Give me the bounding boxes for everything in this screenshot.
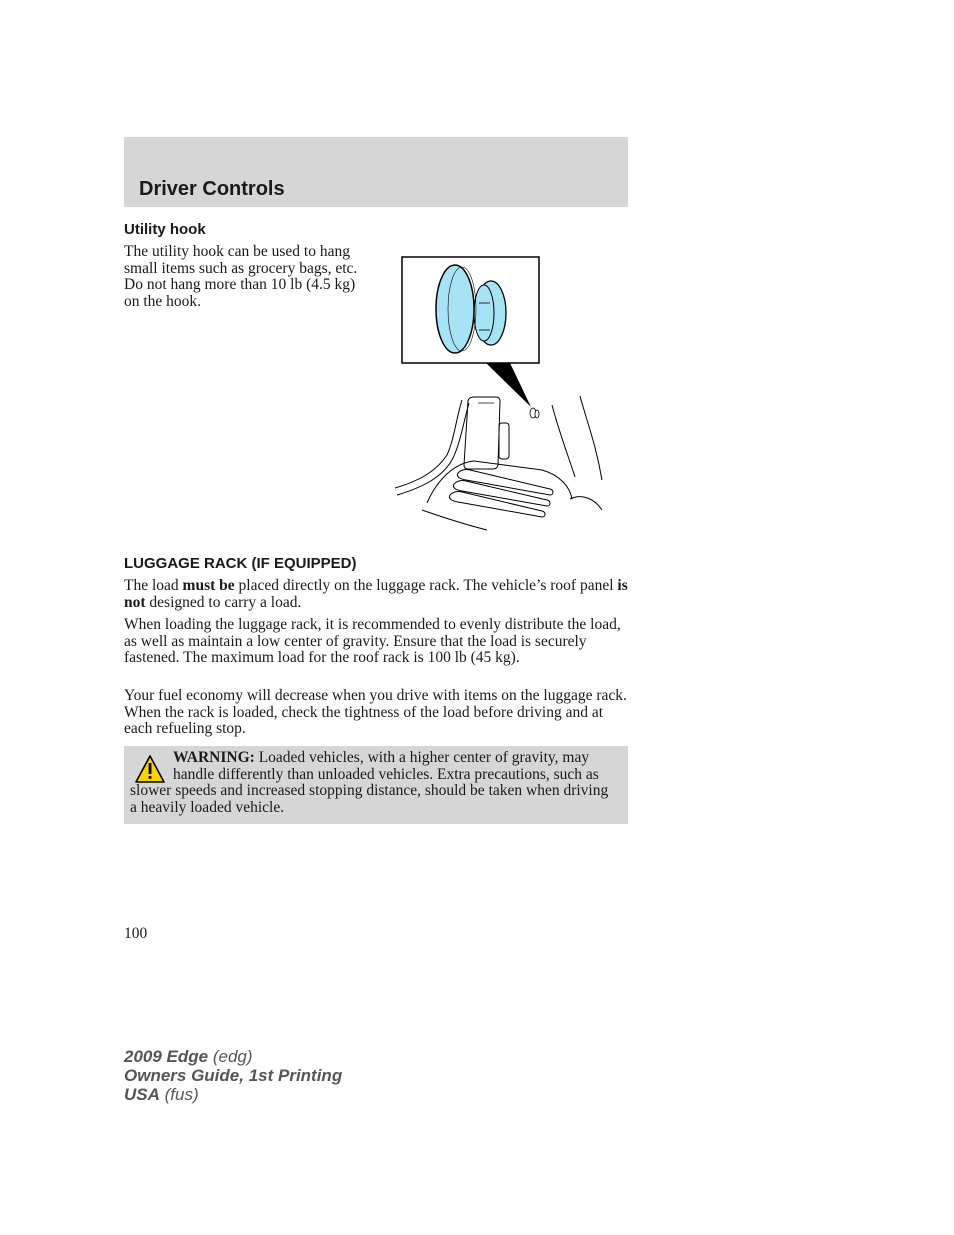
p1-bold-must-be: must be — [182, 577, 235, 594]
footer-model: 2009 Edge — [124, 1047, 209, 1066]
footer-line-1 — [124, 1047, 342, 1066]
inset-pointer — [486, 363, 531, 407]
p1-bold-is-not: is not — [124, 577, 628, 611]
section-title: Driver Controls — [139, 178, 285, 200]
utility-hook-text: The utility hook can be used to hang small items such as grocery bags, etc. Do not hang more than 10 lb (4.5 kg) on the hook. — [124, 243, 358, 310]
footer-line-3 — [124, 1085, 342, 1104]
document-footer — [124, 1047, 342, 1104]
footer-model-code: (edg) — [208, 1047, 253, 1066]
warning-label: WARNING: — [173, 749, 255, 766]
p1-text-c: placed directly on the luggage rack. The vehicle’s roof panel — [234, 577, 618, 594]
p1-text-a: The load — [124, 577, 183, 594]
warning-text — [130, 750, 614, 816]
section-header-band — [124, 137, 628, 207]
luggage-rack-paragraph-3: Your fuel economy will decrease when you drive with items on the luggage rack. When the rack is loaded, check the tightness of the load before driving and at each refueling stop. — [124, 687, 627, 737]
footer-line-2 — [124, 1066, 342, 1085]
luggage-rack-paragraph-1 — [124, 578, 630, 611]
page-number: 100 — [124, 925, 148, 942]
footer-market: USA — [124, 1085, 160, 1104]
footer-printing: Owners Guide, 1st Printing — [124, 1066, 343, 1085]
luggage-rack-paragraph-2: When loading the luggage rack, it is recommended to evenly distribute the load, as well as maintain a low center of gravity. Ensure that the load is securely fastened. The maximum load for the roof rack is 100 lb (45 kg). — [124, 616, 621, 666]
warning-box — [124, 746, 628, 824]
warning-body: Loaded vehicles, with a higher center of gravity, may handle differently than unloaded vehicles. Extra precautions, such as slower speeds and increased stopping distance, should be taken when driving a heavily loaded vehicle. — [130, 749, 609, 816]
p1-text-e: designed to carry a load. — [145, 593, 302, 611]
utility-hook-heading: Utility hook — [124, 221, 206, 238]
footer-market-code: (fus) — [159, 1085, 199, 1104]
hook-front-disc — [436, 265, 474, 353]
utility-hook-illustration — [392, 255, 614, 535]
luggage-rack-heading: LUGGAGE RACK (IF EQUIPPED) — [124, 555, 357, 572]
